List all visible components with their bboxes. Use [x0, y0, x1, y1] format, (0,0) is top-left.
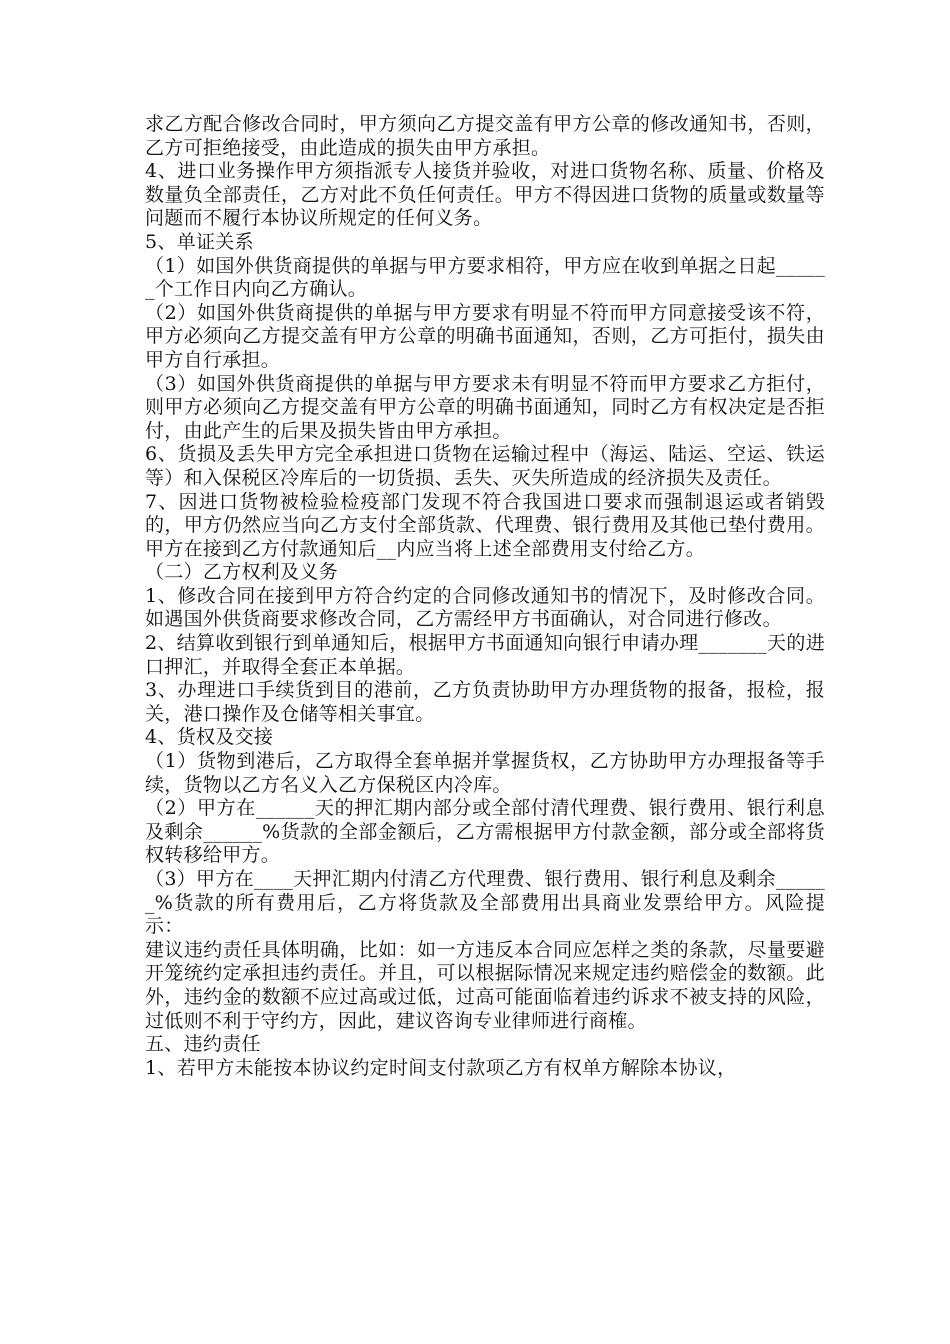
paragraph-partial-payment: （2）甲方在______天的押汇期内部分或全部付清代理费、银行费用、银行利息及剩余______%货款的全部金额后，乙方需根据甲方付款金额，部分或全部将货权转移给甲方。: [145, 797, 825, 867]
paragraph-full-payment-invoice: （3）甲方在____天押汇期内付清乙方代理费、银行费用、银行利息及剩余______%货款的所有费用后，乙方将货款及全部费用出具商业发票给甲方。风险提示：: [145, 868, 825, 938]
paragraph-inspection-return: 7、因进口货物被检验检疫部门发现不符合我国进口要求而强制退运或者销毁的，甲方仍然应当向乙方支付全部货款、代理费、银行费用及其他已垫付费用。甲方在接到乙方付款通知后__内应当将上述全部费用支付给乙方。: [145, 490, 825, 560]
paragraph-risk-advice: 建议违约责任具体明确，比如：如一方违反本合同应怎样之类的条款，尽量要避开笼统约定承担违约责任。并且，可以根据际情况来规定违约赔偿金的数额。此外，违约金的数额不应过高或过低，过高可能面临着违约诉求不被支持的风险，过低则不利于守约方，因此，建议咨询专业律师进行商榷。: [145, 938, 825, 1032]
paragraph-contract-modification: 1、修改合同在接到甲方符合约定的合同修改通知书的情况下，及时修改合同。如遇国外供货商要求修改合同，乙方需经甲方书面确认，对合同进行修改。: [145, 584, 825, 631]
paragraph-settlement: 2、结算收到银行到单通知后，根据甲方书面通知向银行申请办理_______天的进口押汇，并取得全套正本单据。: [145, 632, 825, 678]
paragraph-documents-match: （1）如国外供货商提供的单据与甲方要求相符，甲方应在收到单据之日起______个工作日内向乙方确认。: [145, 254, 825, 301]
heading-documents-relation: 5、单证关系: [145, 230, 254, 253]
paragraph-cargo-loss: 6、货损及丢失甲方完全承担进口货物在运输过程中（海运、陆运、空运、铁运等）和入保税区冷库后的一切货损、丢失、灭失所造成的经济损失及责任。: [145, 443, 825, 489]
heading-title-transfer: 4、货权及交接: [145, 726, 274, 749]
heading-party-b-rights: （二）乙方权利及义务: [145, 561, 339, 584]
heading-breach-liability: 五、违约责任: [145, 1033, 261, 1056]
paragraph-termination-right: 1、若甲方未能按本协议约定时间支付款项乙方有权单方解除本协议，: [145, 1056, 737, 1079]
paragraph-title-on-arrival: （1）货物到港后，乙方取得全套单据并掌握货权，乙方协助甲方办理报备等手续，货物以乙方名义入乙方保税区内冷库。: [145, 750, 825, 796]
paragraph-documents-refuse-payment: （3）如国外供货商提供的单据与甲方要求未有明显不符而甲方要求乙方拒付，则甲方必须向乙方提交盖有甲方公章的明确书面通知，同时乙方有权决定是否拒付，由此产生的后果及损失皆由甲方承担。: [145, 372, 825, 442]
paragraph-receiving-inspection: 4、进口业务操作甲方须指派专人接货并验收，对进口货物名称、质量、价格及数量负全部责任，乙方对此不负任何责任。甲方不得因进口货物的质量或数量等问题而不履行本协议所规定的任何义务。: [145, 160, 825, 230]
paragraph-import-procedures: 3、办理进口手续货到目的港前，乙方负责协助甲方办理货物的报备，报检，报关，港口操作及仓储等相关事宜。: [145, 679, 825, 725]
document-body: [145, 113, 825, 1080]
paragraph-documents-discrepancy-accept: （2）如国外供货商提供的单据与甲方要求有明显不符而甲方同意接受该不符，甲方必须向乙方提交盖有甲方公章的明确书面通知，否则，乙方可拒付，损失由甲方自行承担。: [145, 301, 825, 371]
paragraph-amendment-notice: 求乙方配合修改合同时，甲方须向乙方提交盖有甲方公章的修改通知书，否则，乙方可拒绝接受，由此造成的损失由甲方承担。: [145, 113, 825, 159]
